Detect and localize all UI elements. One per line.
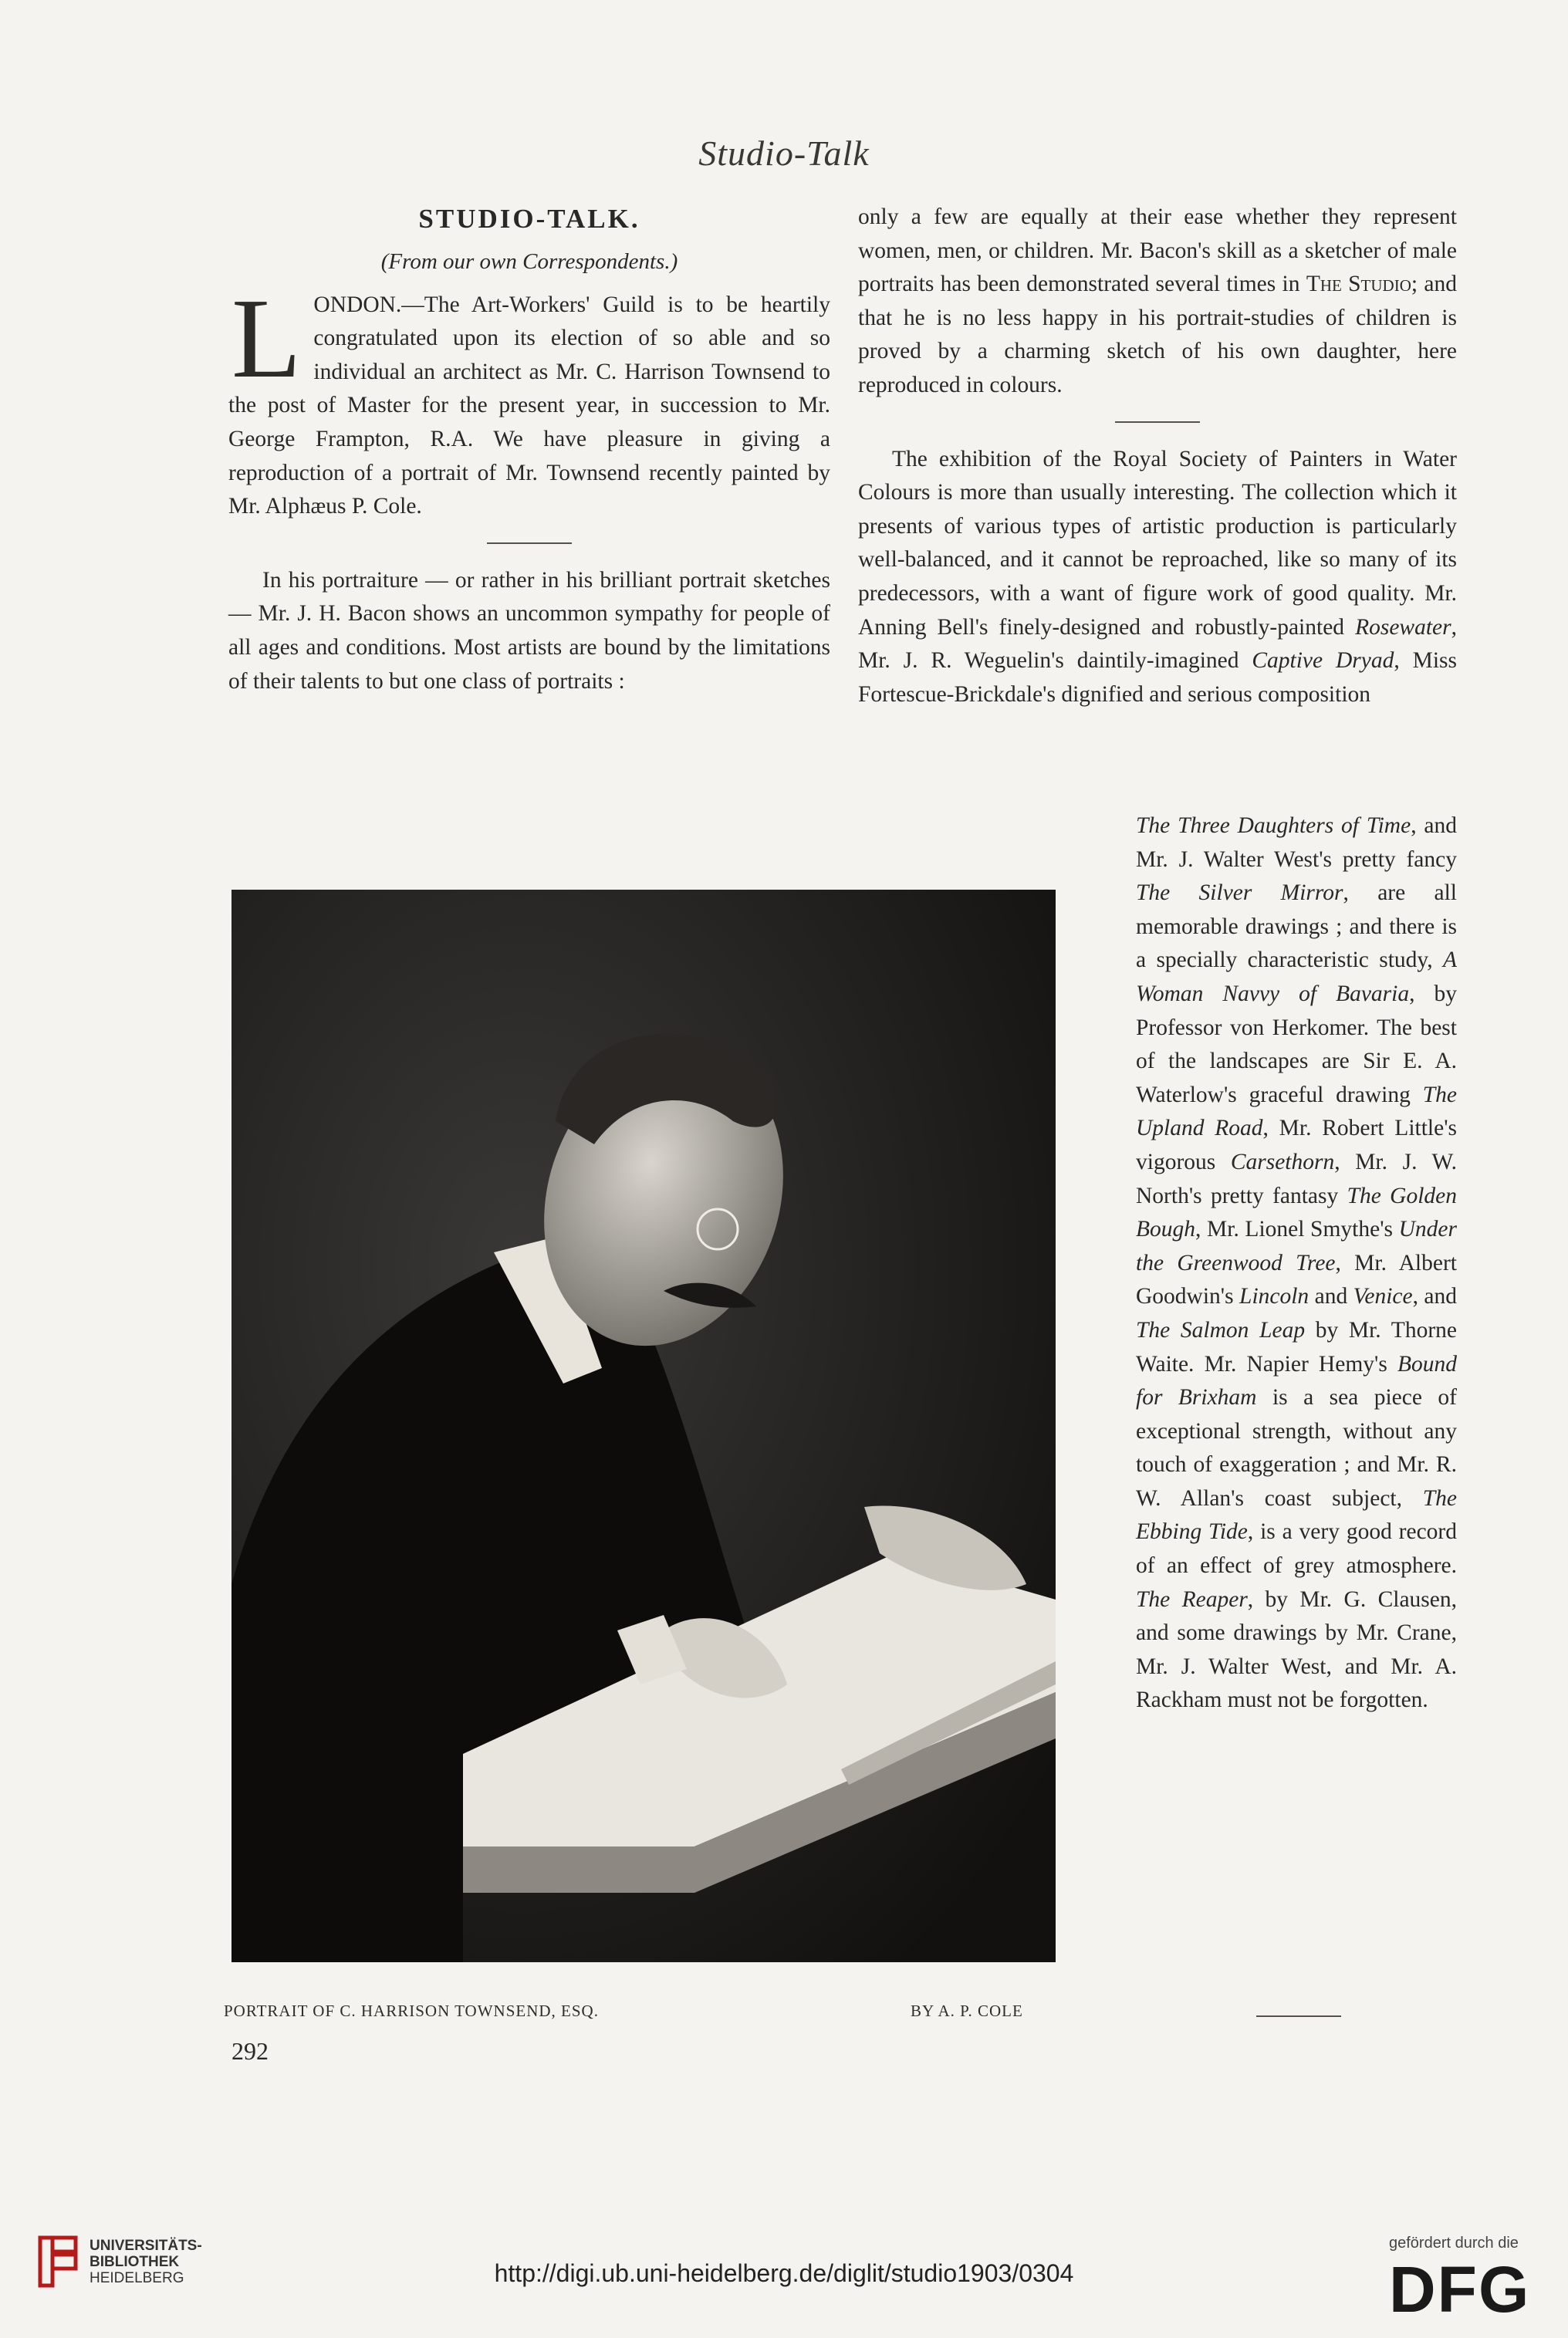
byline: (From our own Correspondents.) <box>380 249 678 274</box>
artwork-title: The Reaper <box>1136 1586 1248 1612</box>
funder-note: gefördert durch die <box>1389 2235 1519 2252</box>
paragraph-text: ONDON.—The Art-Workers' Guild is to be heartily congratulated upon its election of so able and so individual an architect as Mr. C. Harrison Townsend to the post of Master for the present year, in succession to Mr. George Frampton, R.A. We have pleasure in giving a reproduction of a portrait of Mr. Townsend recently painted by Mr. Alphæus P. Cole. <box>228 292 830 519</box>
drop-cap: L <box>231 275 302 402</box>
library-line: BIBLIOTHEK <box>90 2254 180 2270</box>
library-line: HEIDELBERG <box>90 2270 184 2286</box>
artwork-title: The Golden Bough <box>1136 1183 1457 1242</box>
section-divider <box>1115 421 1200 423</box>
artwork-title: Bound for Brixham <box>1136 1351 1457 1411</box>
artwork-title: The Ebbing Tide <box>1136 1485 1457 1545</box>
right-column <box>858 201 1457 711</box>
artwork-title: The Silver Mirror <box>1136 880 1343 906</box>
portrait-illustration <box>231 890 1056 1962</box>
artwork-title: Under the Greenwood Tree <box>1136 1217 1457 1275</box>
library-line: UNIVERSITÄTS- <box>90 2238 202 2254</box>
artwork-title: The Upland Road <box>1136 1082 1457 1141</box>
section-title: STUDIO-TALK. <box>418 204 640 234</box>
paragraph: only a few are equally at their ease whether they represent women, men, or children. Mr. Bacon's skill as a sketcher of male portraits has been demonstrated several times in The Studio; and that he is no less happy in his portrait-studies of children is proved by a charming sketch of his own daughter, here reproduced in colours. <box>858 204 1457 397</box>
figure-caption: PORTRAIT OF C. HARRISON TOWNSEND, ESQ. <box>224 2002 599 2020</box>
artwork-title: Lincoln <box>1239 1284 1309 1309</box>
page-number: 292 <box>231 2037 269 2065</box>
artwork-title: The Three Daughters of Time <box>1136 813 1411 838</box>
magazine-title: The Studio <box>1306 272 1411 297</box>
funder-logo: DFG <box>1389 2253 1531 2326</box>
narrow-column <box>1136 809 1457 1718</box>
end-rule <box>1256 2015 1341 2017</box>
artwork-title: Venice <box>1353 1284 1413 1309</box>
artwork-title: Carsethorn <box>1230 1149 1335 1174</box>
portrait-image <box>231 890 1056 1962</box>
opening-paragraph <box>228 275 830 524</box>
paragraph: In his portraiture — or rather in his brilliant portrait sketches — Mr. J. H. Bacon shows an uncommon sympathy for people of all ages and conditions. Most artists are bound by the limitations of their talents to but one class of portraits : <box>228 567 830 694</box>
running-head: Studio-Talk <box>698 133 870 173</box>
paragraph-continuation: The Three Daughters of Time, and Mr. J. Walter West's pretty fancy The Silver Mirror, are all memorable drawings ; and there is a specially characteristic study, A Woman Navvy of Bavaria, by Professor von Herkomer. The best of the landscapes are Sir E. A. Waterlow's graceful drawing The Upland Road, Mr. Robert Little's vigorous Carsethorn, Mr. J. W. North's pretty fantasy The Golden Bough, Mr. Lionel Smythe's Under the Greenwood Tree, Mr. Albert Goodwin's Lincoln and Venice, and The Salmon Leap by Mr. Thorne Waite. Mr. Napier Hemy's Bound for Brixham is a sea piece of exceptional strength, without any touch of exaggeration ; and Mr. R. W. Allan's coast subject, The Ebbing Tide, is a very good record of an effect of grey atmosphere. The Reaper, by Mr. G. Clausen, and some drawings by Mr. Crane, Mr. J. Walter West, and Mr. A. Rackham must not be forgotten. <box>1136 813 1458 1713</box>
paragraph: The exhibition of the Royal Society of Painters in Water Colours is more than usually interesting. The collection which it presents of various types of artistic production is particularly well-balanced, and it cannot be reproached, like so many of its predecessors, with a want of figure work of good quality. Mr. Anning Bell's finely-designed and robustly-painted Rosewater, Mr. J. R. Weguelin's daintily-imagined Captive Dryad, Miss Fortescue-Brickdale's dignified and serious composition <box>858 446 1458 707</box>
left-column <box>228 201 830 698</box>
figure-credit: BY A. P. COLE <box>911 2002 1023 2020</box>
section-divider <box>487 542 572 544</box>
artwork-title: A Woman Navvy of Bavaria <box>1136 948 1457 1006</box>
source-url-link[interactable]: http://digi.ub.uni-heidelberg.de/diglit/studio1903/0304 <box>494 2259 1074 2287</box>
artwork-title: Rosewater <box>1355 614 1451 640</box>
artwork-title: The Salmon Leap <box>1136 1317 1306 1343</box>
artwork-title: Captive Dryad <box>1252 648 1394 674</box>
